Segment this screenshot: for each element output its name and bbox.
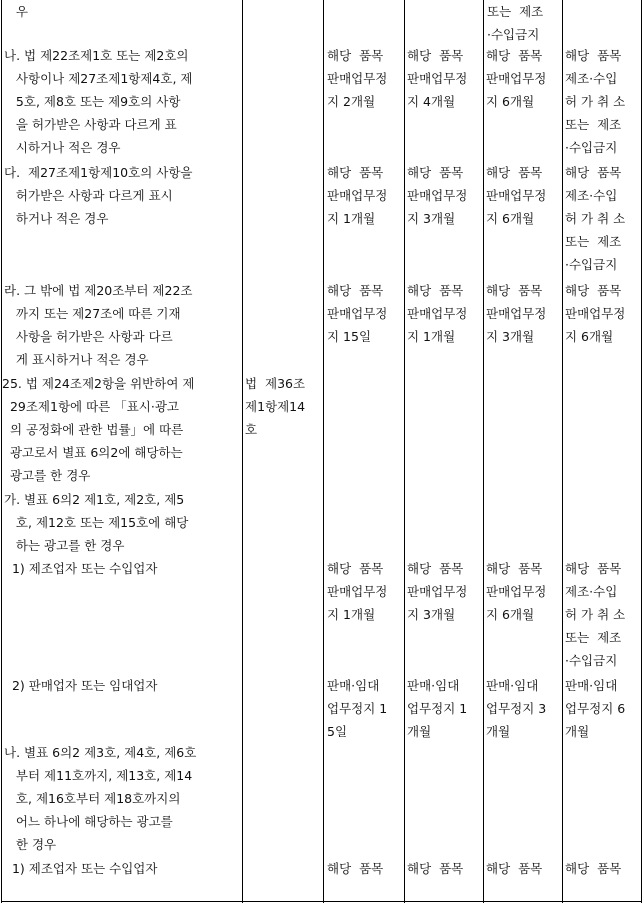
table-right-border — [641, 0, 642, 903]
penalty-cell: 해당 품목 제조·수입 허 가 취 소 또는 제조 ·수입금지 — [565, 48, 626, 155]
violation-cell: 1) 제조업자 또는 수입업자 — [4, 861, 158, 876]
penalty-cell: 해당 품목 판매업무정 지 15일 — [327, 283, 388, 344]
violation-cell: 나. 별표 6의2 제3호, 제4호, 제6호 부터 제11호까지, 제13호, 제14 호, 제16호부터 제18호까지의 어느 하나에 해당하는 광고를 한 경우 — [4, 745, 197, 852]
penalty-cell: 해당 품목 판매업무정 지 3개월 — [407, 561, 468, 622]
penalty-cell: 또는 제조 ·수입금지 — [487, 4, 544, 42]
penalty-cell: 해당 품목 제조·수입 허 가 취 소 또는 제조 ·수입금지 — [565, 561, 626, 668]
violation-cell: 가. 별표 6의2 제1호, 제2호, 제5 호, 제12호 또는 제15호에 해당 하는 광고를 한 경우 — [4, 492, 189, 553]
penalty-cell: 해당 품목 판매업무정 지 3개월 — [407, 165, 468, 226]
violation-cell: 2) 판매업자 또는 임대업자 — [4, 678, 158, 693]
legal-basis-cell: 법 제36조 제1항제14 호 — [245, 376, 306, 437]
row-divider — [1, 901, 642, 902]
penalty-cell: 해당 품목 판매업무정 지 1개월 — [327, 561, 388, 622]
penalty-cell: 판매·임대 업무정지 1 개월 — [407, 678, 468, 739]
column-divider-5 — [562, 0, 563, 903]
penalty-cell: 해당 품목 — [565, 861, 622, 876]
violation-cell: 나. 법 제22조제1호 또는 제2호의 사항이나 제27조제1항제4호, 제 5호, 제8호 또는 제9호의 사항 을 허가받은 사항과 다르게 표 시하거나 적은 경우 — [4, 48, 193, 155]
penalty-cell: 해당 품목 판매업무정 지 1개월 — [407, 283, 468, 344]
penalty-cell: 해당 품목 — [486, 861, 543, 876]
column-divider-2 — [323, 0, 324, 903]
penalty-cell: 해당 품목 제조·수입 허 가 취 소 또는 제조 ·수입금지 — [565, 165, 626, 272]
penalty-cell: 해당 품목 판매업무정 지 3개월 — [486, 283, 547, 344]
penalty-cell: 해당 품목 판매업무정 지 2개월 — [327, 48, 388, 109]
penalty-cell: 해당 품목 판매업무정 지 6개월 — [486, 165, 547, 226]
column-divider-3 — [404, 0, 405, 903]
penalty-cell: 해당 품목 판매업무정 지 4개월 — [407, 48, 468, 109]
penalty-cell: 해당 품목 — [407, 861, 464, 876]
violation-cell: 1) 제조업자 또는 수입업자 — [4, 561, 158, 576]
penalty-cell: 해당 품목 판매업무정 지 6개월 — [486, 561, 547, 622]
penalty-cell: 우 — [4, 4, 28, 19]
violation-cell: 라. 그 밖에 법 제20조부터 제22조 까지 또는 제27조에 따른 기재 사항을 허가받은 사항과 다르 게 표시하거나 적은 경우 — [4, 283, 193, 367]
penalty-cell: 해당 품목 — [327, 861, 384, 876]
penalty-cell: 판매·임대 업무정지 3 개월 — [486, 678, 547, 739]
violation-cell: 25. 법 제24조제2항을 위반하여 제 29조제1항에 따른 「표시·광고 의 공정화에 관한 법률」에 따른 광고로서 별표 6의2에 해당하는 광고를 한 경우 — [2, 376, 195, 483]
penalty-cell: 판매·임대 업무정지 6 개월 — [565, 678, 626, 739]
column-divider-4 — [483, 0, 484, 903]
column-divider-1 — [242, 0, 243, 903]
penalty-cell: 판매·임대 업무정지 1 5일 — [327, 678, 388, 739]
penalty-cell: 해당 품목 판매업무정 지 6개월 — [565, 283, 626, 344]
penalty-cell: 해당 품목 판매업무정 지 1개월 — [327, 165, 388, 226]
penalty-cell: 해당 품목 판매업무정 지 6개월 — [486, 48, 547, 109]
violation-cell: 다. 제27조제1항제10호의 사항을 허가받은 사항과 다르게 표시 하거나 적은 경우 — [4, 165, 193, 226]
